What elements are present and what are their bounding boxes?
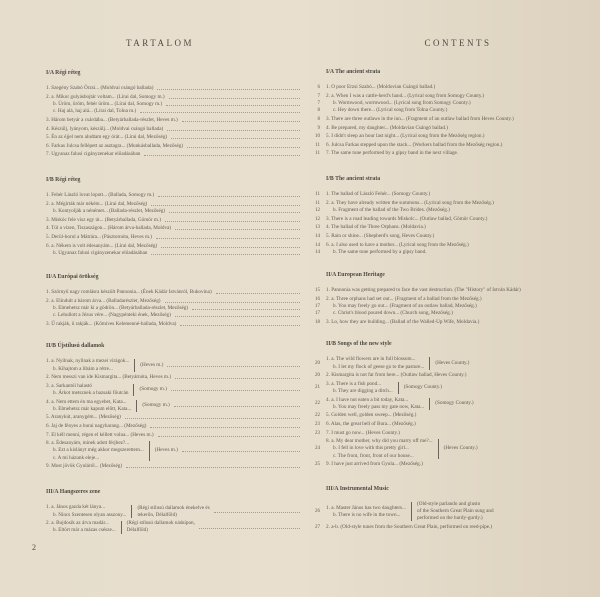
entry-note: (Somogy m.) (139, 386, 167, 393)
entry-line: b. I fell in love with this pretty girl... (333, 445, 409, 452)
contents-entry (300, 430, 590, 437)
page-ref: 11 (315, 151, 320, 157)
entry-text: b. Fragment of the ballad of the Two Brides. (Mezőség.) (333, 207, 450, 214)
section-heading: II/A European Heritage (326, 272, 385, 278)
entry-text: 4. Készülj, lyányom, készülj... (Moldvai csángó ballada) (46, 125, 164, 132)
entry-line: b. Eltört már a mázas csésze... (53, 527, 116, 534)
page-ref: 22 (315, 401, 320, 407)
page-ref: 14 (315, 233, 320, 239)
section-heading: III/A Hangszeres zene (46, 489, 101, 495)
brace-bracket (398, 382, 399, 394)
entry-text: 5. Derül-borul a Mátrára... (Pásztornóta, Heves m.) (46, 233, 153, 240)
dot-leader (180, 322, 300, 326)
page-ref: 17 (315, 311, 320, 317)
dot-leader (175, 375, 300, 379)
entry-note: (Heves m.) (140, 362, 164, 369)
section-heading: I/B Régi réteg (46, 177, 81, 183)
entry-text: 6. Alas, the great bell of Bura... (Mezőség.) (326, 420, 416, 427)
contents-entry (46, 432, 300, 439)
entry-text: 5. Golden well, golden sweep... (Mezőség.) (326, 412, 417, 419)
dot-leader (167, 363, 300, 367)
dot-leader (156, 235, 300, 239)
contents-entry (46, 374, 300, 381)
entry-lines (46, 504, 126, 518)
entry-lines (46, 520, 116, 534)
page-number: 2 (32, 543, 36, 552)
entry-note: (Somogy County.) (403, 384, 442, 391)
contents-hungarian (46, 0, 300, 597)
entry-text: 2. a. Three orphans had set out... (Fragment of a ballad from the Mezőség.) (326, 295, 482, 302)
dot-leader (169, 209, 300, 213)
contents-entry (300, 249, 590, 256)
dot-leader (214, 509, 300, 513)
grouped-entry (300, 397, 590, 411)
dot-leader (144, 152, 300, 156)
grouped-entry (46, 520, 300, 534)
contents-entry (46, 234, 300, 241)
contents-entry (46, 108, 300, 115)
entry-text: 1. Szörnyű nagy romlásra készült Pannonia... (Ének Kádár Istvánról, Bukovina) (46, 289, 212, 296)
entry-text: 2. Kismargita is not far from here... (Outlaw ballad, Heves County.) (326, 372, 467, 379)
entry-line: c. The front, front, front of our house... (333, 452, 414, 459)
grouped-entry (46, 504, 300, 518)
entry-text: 1. Pannonia was getting prepared to face the vast destruction. (The "History" of István Kádár) (326, 287, 521, 294)
contents-entry (300, 287, 590, 294)
entry-text: 2. a. When I was a cattle-herd's hand... (Lyrical song from Somogy County.) (326, 92, 485, 99)
page-ref: 6 (317, 85, 320, 91)
contents-entry (46, 85, 300, 92)
entry-note: (Old-style parlando and giusto of the Southern Great Plain sung and performed on the hurdy-gurdy.) (416, 501, 494, 522)
contents-section (46, 177, 300, 257)
brace-bracket (131, 505, 132, 517)
contents-section (46, 489, 300, 535)
contents-entry (46, 151, 300, 158)
entry-line: 8. a. Édesanyám, minek adott férjhez?... (46, 440, 130, 447)
contents-entry (46, 134, 300, 141)
page-ref: 9 (317, 125, 320, 131)
entry-text: 3. There are three outlaws in the inn... (Fragment of an outlaw ballad from Heves County.) (326, 115, 514, 122)
entry-lines (326, 438, 433, 460)
dot-leader (171, 387, 300, 391)
section-heading: I/A The ancient strata (326, 69, 381, 75)
contents-entry (300, 224, 590, 231)
page-ref: 8 (317, 116, 320, 122)
grouped-entry (46, 383, 300, 397)
dot-leader (151, 251, 300, 255)
page-ref: 13 (315, 225, 320, 231)
brace-bracket (133, 384, 134, 396)
entry-text: 2. a-b. (Old-style tunes from the Southern Great Plain, performed on reed-pipe.) (326, 523, 493, 530)
entry-text: b. The same tune performed by a gipsy band. (333, 248, 427, 255)
contents-entry (300, 310, 590, 317)
dot-leader (166, 102, 300, 106)
contents-entry (300, 133, 590, 140)
entry-text: 5. Aranykút, aranygém... (Mezőség) (46, 414, 121, 421)
contents-section (300, 69, 590, 158)
dot-leader (199, 525, 300, 529)
contents-entry (300, 216, 590, 223)
entry-lines (46, 440, 144, 462)
dot-leader (169, 95, 300, 99)
grouped-entry (46, 440, 300, 462)
contents-entry (300, 421, 590, 428)
entry-text: c. Haj alá, haj alá... (Lírai dal, Tolna m.) (53, 108, 137, 115)
grouped-entry (300, 438, 590, 460)
dot-leader (165, 299, 300, 303)
entry-line: 1. a. Master János has two daughters... (326, 504, 406, 511)
entry-text: b. You may freely go out... (Fragment of an outlaw ballad, Mezőség.) (333, 303, 477, 310)
entry-text: 3. Ű rakják, ű rakják... (Kőmíves Kelemenné-ballada, Moldva) (46, 320, 177, 327)
brace-bracket (429, 398, 430, 410)
page-ref: 23 (315, 430, 320, 436)
page-ref: 11 (315, 192, 320, 198)
grouped-entry (300, 356, 590, 370)
contents-section (46, 70, 300, 159)
page-ref: 20 (315, 360, 320, 366)
entry-line: 4. a. I have not eaten a bit today, Kata... (326, 396, 409, 403)
contents-entry (46, 321, 300, 328)
entry-text: 3. There is a road leading towards Miskolc... (Outlaw ballad, Gömör County.) (326, 215, 488, 222)
entry-text: 9. Most jövök Gyuláról... (Mezőség) (46, 463, 123, 470)
page-ref: 14 (315, 249, 320, 255)
entry-text: 5. Én az éjjel nem aludtam egy órát... (Lírai dal, Mezőség) (46, 134, 168, 141)
dot-leader (158, 433, 300, 437)
dot-leader (151, 202, 300, 206)
entry-text: 2. Nem messzi van ide Kismargita... (Betyárnóta, Heves m.) (46, 374, 171, 381)
entry-text: 2. a. Elindult a három árva... (Balladarészlet, Mezőség) (46, 297, 161, 304)
dot-leader (126, 464, 300, 468)
entry-text: 6. Julcsa Farkas stepped upon the stack... (Workers ballad from the Mezőség region.) (326, 141, 503, 148)
contents-english (300, 0, 590, 597)
entry-text: b. Kontyolják a nénémet... (Ballada-részlet, Mezőség) (53, 208, 166, 215)
entry-text: 1. The ballad of László Fehér... (Somogy County.) (326, 191, 431, 198)
contents-entry (46, 117, 300, 124)
entry-text: b. Üröm, üröm, fehér üröm... (Lírai dal, Somogy m.) (53, 101, 163, 108)
entry-line: b. They are digging a ditch... (333, 387, 393, 394)
contents-entry (300, 84, 590, 91)
contents-entry (46, 217, 300, 224)
contents-entry (46, 208, 300, 215)
contents-entry (46, 289, 300, 296)
dot-leader (192, 306, 300, 310)
entry-line: b. You may freely pass my gate now, Kata... (333, 403, 425, 410)
entry-text: 1. Fehér László lovat lopott... (Ballada, Somogy m.) (46, 192, 155, 199)
dot-leader (182, 448, 300, 452)
page-ref: 20 (315, 373, 320, 379)
entry-line: b. Nincs Szentesen olyan asszony... (53, 511, 127, 518)
entry-note: (Heves County.) (435, 360, 470, 367)
contents-entry (300, 191, 590, 198)
contents-entry (300, 142, 590, 149)
entry-text: 7. El kéll menni, régen el kéllett volna... (Heves m.) (46, 431, 154, 438)
entry-text: 2. a. They have already written the summons... (Lyrical song from the Mezőség.) (326, 199, 494, 206)
dot-leader (140, 109, 300, 113)
section-heading: I/A Régi réteg (46, 70, 81, 76)
contents-entry (300, 412, 590, 419)
dot-leader (150, 424, 300, 428)
entry-line: 1. a. János gazda két lánya... (46, 504, 106, 511)
contents-section (46, 343, 300, 470)
entry-line: 8. a. My dear mother, why did you marry off me?... (326, 438, 433, 445)
entry-text: 3. Miskóc fele visz egy út... (Betyárballada, Gömör m.) (46, 216, 161, 223)
entry-text: c. Lehullott a Jézus vére... (Nagypénteki ének, Mezőség) (53, 312, 171, 319)
entry-text: 6. Jaj de fényes a burai nagyharang... (Mezőség) (46, 422, 147, 429)
contents-entry (46, 126, 300, 133)
page-ref: 18 (315, 319, 320, 325)
contents-entry (46, 225, 300, 232)
dot-leader (182, 118, 300, 122)
section-heading: II/B Újstílusú dallamok (46, 343, 105, 349)
contents-entry (300, 150, 590, 157)
contents-entry (300, 461, 590, 468)
entry-line: b. Ezt a kislányt még akkor megszerettem... (53, 447, 144, 454)
entry-line: 3. a. There is a fish pond... (326, 380, 382, 387)
page-ref: 24 (315, 446, 320, 452)
entry-line: 1. a. Nyílnak, nyílnak a mezei virágok... (46, 358, 130, 365)
entry-lines (326, 397, 424, 411)
entry-text: b. Ugyanaz falusi cigányzenekar előadásában (53, 249, 148, 256)
entry-note: (Régi stílusú dallamok énekelve és tekerőn, Délalföld) (137, 504, 210, 518)
contents-entry (300, 372, 590, 379)
brace-bracket (136, 400, 137, 412)
entry-lines (326, 505, 406, 519)
entry-text: 6. Farkas Julcsa fellépett az asztagra... (Munkásballada, Mezőség) (46, 142, 184, 149)
entry-text: 6. a. I also used to have a mother... (Lyrical song from the Mezőség.) (326, 241, 469, 248)
entry-line: c. A mi házunk eleje... (53, 454, 100, 461)
entry-note: (Heves County.) (443, 445, 478, 452)
entry-text: 3. Három betyár a csárdába... (Betyárballada-részlet, Heves m.) (46, 116, 178, 123)
contents-entry (300, 125, 590, 132)
contents-section (300, 341, 590, 468)
page-ref: 22 (315, 413, 320, 419)
contents-entry (46, 414, 300, 421)
entry-text: 5. Rain or shine... (Shepherd's song, Heves County.) (326, 232, 435, 239)
entry-line: b. I let my flock of geese go to the pasture... (333, 363, 425, 370)
entry-line: 1. a. The wild flowers are in full blossom... (326, 356, 416, 363)
entry-text: 5. I didn't sleep an hour last night... (Lyrical song from the Mezőség region.) (326, 133, 485, 140)
page-ref: 7 (317, 93, 320, 99)
entry-line: 4. a. Nem ettem én ma egyebet, Kata... (46, 398, 127, 405)
entry-text: c. Christ's blood poured down... (Church song, Mezőség.) (333, 310, 453, 317)
dot-leader (165, 218, 300, 222)
entry-note: (Heves m.) (154, 447, 178, 454)
entry-text: 7. I must go now... (Heves County.) (326, 429, 400, 436)
page-ref: 16 (315, 296, 320, 302)
contents-entry (300, 319, 590, 326)
entry-text: b. Elmehetsz már ki a gödrön... (Betyárballada-részlet, Mezőség) (53, 305, 189, 312)
entry-lines (46, 383, 128, 397)
page-ref: 12 (315, 208, 320, 214)
entry-text: 2. a. Mikor gulyásbojtár voltam... (Lírai dal, Somogy m.) (46, 93, 165, 100)
entry-line: b. Kihajtom a libám a rétre... (53, 365, 113, 372)
entry-lines (326, 381, 393, 395)
entry-text: b. Wormwood, wormwood... (Lyrical song from Somogy County.) (333, 100, 471, 107)
entry-text: c. Hey down there... (Lyrical song from Tolna County.) (333, 107, 448, 114)
entry-lines (46, 358, 129, 372)
contents-section (300, 272, 590, 326)
page-ref: 7 (317, 101, 320, 107)
grouped-entry (300, 381, 590, 395)
grouped-entry (300, 501, 590, 522)
brace-bracket (149, 441, 150, 461)
dot-leader (171, 135, 300, 139)
entry-text: 9. I have just arrived from Gyula... (Mezőség.) (326, 461, 423, 468)
grouped-entry (46, 358, 300, 372)
dot-leader (125, 415, 300, 419)
brace-bracket (134, 359, 135, 371)
contents-entry (46, 423, 300, 430)
entry-text: 4. Túl a vizen, Tiszaszágon... (Három árva-ballada, Moldva) (46, 225, 172, 232)
brace-bracket (121, 521, 122, 533)
contents-entry (300, 116, 590, 123)
entry-text: 4. The ballad of the Three Orphans. (Moldavia.) (326, 224, 426, 231)
entry-line: b. There is no wife in the town... (333, 511, 401, 518)
contents-entry (300, 107, 590, 114)
dot-leader (216, 290, 300, 294)
entry-note: (Somogy County.) (435, 400, 474, 407)
page-ref: 14 (315, 242, 320, 248)
page-ref: 11 (315, 200, 320, 206)
contents-entry (300, 207, 590, 214)
entry-text: 2. a. Mégirták már nékém... (Lírai dal, Mezőség) (46, 200, 148, 207)
entry-text: 6. a. Nékem is volt édesanyám... (Lírai dal, Mezőség) (46, 242, 158, 249)
page-ref: 21 (315, 385, 320, 391)
dot-leader (161, 244, 300, 248)
dot-leader (157, 86, 300, 90)
page-ref: 25 (315, 462, 320, 468)
contents-entry (46, 143, 300, 150)
section-heading: III/A Instrumental Music (326, 486, 389, 492)
page-title-english: CONTENTS (424, 38, 492, 48)
page-ref: 11 (315, 142, 320, 148)
entry-text: 3. Lo, how they are building... (Ballad of the Walled-Up Wife, Moldavia.) (326, 318, 480, 325)
grouped-entry (46, 399, 300, 413)
dot-leader (167, 127, 300, 131)
page-ref: 12 (315, 216, 320, 222)
contents-entry (300, 524, 590, 531)
page-ref: 26 (315, 509, 320, 515)
entry-line: 3. a. Sarkantói halastó (46, 382, 92, 389)
brace-bracket (429, 357, 430, 369)
dot-leader (158, 193, 300, 197)
section-heading: II/A Európai örökség (46, 274, 99, 280)
dot-leader (175, 313, 300, 317)
entry-text: 7. Ugyanaz falusi cigányzenekar előadásában (46, 151, 141, 158)
contents-entry (46, 192, 300, 199)
page-ref: 10 (315, 134, 320, 140)
dot-leader (174, 403, 300, 407)
brace-bracket (411, 502, 412, 521)
contents-section (300, 176, 590, 256)
contents-entry (46, 250, 300, 257)
section-heading: I/B The ancient strata (326, 176, 381, 182)
contents-entry (46, 243, 300, 250)
entry-text: 4. Be prepared, my daughter... (Moldavian Csángó ballad.) (326, 124, 449, 131)
contents-entry (300, 242, 590, 249)
page-ref: 8 (317, 108, 320, 114)
entry-line: 2. a. Bujdosik az árva madár... (46, 520, 109, 527)
entry-note: (Somogy m.) (142, 402, 170, 409)
contents-section (46, 274, 300, 328)
entry-text: 1. O poor Erzsi Szabó... (Moldovian Csángó ballad.) (326, 84, 436, 91)
page-ref: 17 (315, 304, 320, 310)
brace-bracket (438, 439, 439, 459)
entry-line: b. Árkot metsznek a bazsaki főutcán (53, 389, 129, 396)
page-ref: 23 (315, 421, 320, 427)
entry-lines (326, 356, 424, 370)
entry-text: 1. Szegény Szabó Örzsi... (Moldvai csángó ballada) (46, 85, 154, 92)
page-ref: 27 (315, 524, 320, 530)
contents-entry (46, 463, 300, 470)
contents-section (300, 486, 590, 531)
page-ref: 15 (315, 288, 320, 294)
contents-entry (300, 233, 590, 240)
page-title-hungarian: TARTALOM (125, 38, 194, 48)
contents-entry (46, 312, 300, 319)
entry-lines (46, 399, 131, 413)
entry-note: (Régi stílusú dallamok nádsípon, Délalföld) (126, 520, 195, 534)
dot-leader (187, 144, 300, 148)
dot-leader (175, 226, 300, 230)
section-heading: II/B Songs of the new style (326, 341, 392, 347)
entry-text: 7. The same tune performed by a gipsy band in the next village. (326, 150, 459, 157)
entry-line: b. Elmehetsz már kapum előtt, Kata... (53, 405, 132, 412)
